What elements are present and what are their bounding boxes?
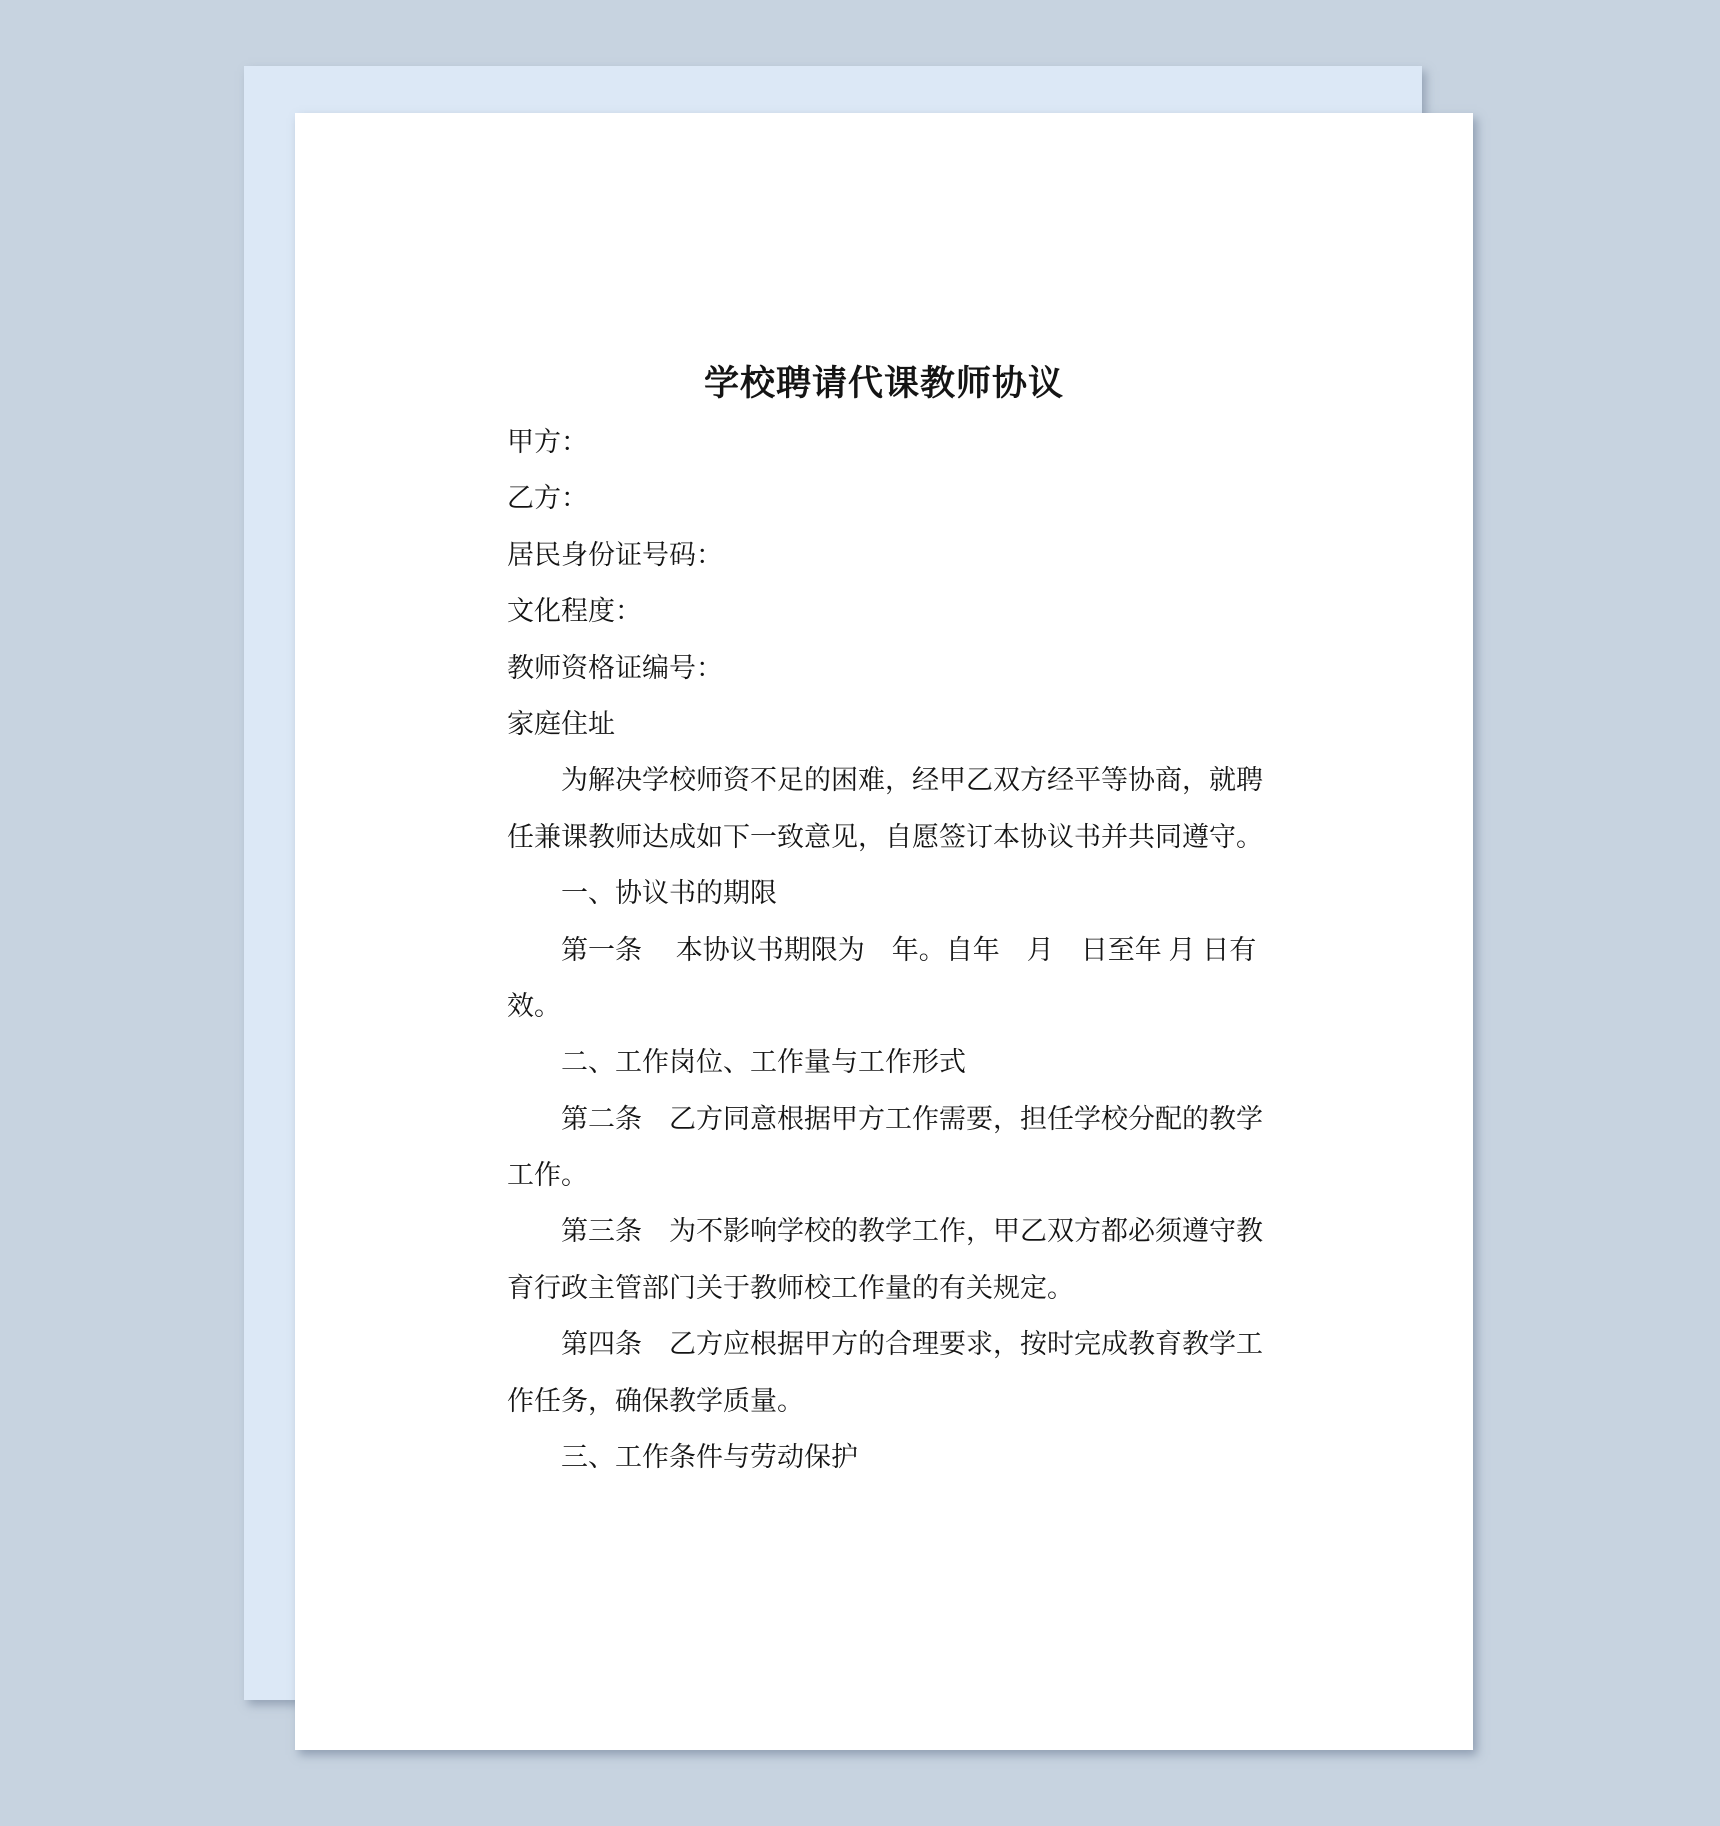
document-line: 育行政主管部门关于教师校工作量的有关规定。 [507,1272,1074,1303]
document-line: 教师资格证编号： [507,652,723,683]
document-line: 第三条 为不影响学校的教学工作，甲乙双方都必须遵守教 [507,1216,1263,1247]
document-line: 家庭住址 [507,708,615,739]
document-line: 三、工作条件与劳动保护 [507,1442,858,1473]
document-line: 二、工作岗位、工作量与工作形式 [507,1047,966,1078]
document-line: 文化程度： [507,596,642,627]
document-line: 任兼课教师达成如下一致意见，自愿签订本协议书并共同遵守。 [507,821,1263,852]
document-title: 学校聘请代课教师协议 [703,364,1064,403]
document-line: 第四条 乙方应根据甲方的合理要求，按时完成教育教学工 [507,1329,1263,1360]
document-line: 作任务，确保教学质量。 [507,1385,804,1416]
document-line: 第二条 乙方同意根据甲方工作需要，担任学校分配的教学 [507,1103,1263,1134]
document-body [507,414,1263,1485]
document-line: 工作。 [507,1160,588,1191]
document-line: 一、协议书的期限 [507,878,777,909]
document-line: 第一条 本协议书期限为 年。自年 月 日至年 月 日有 [507,934,1257,965]
document-page [295,113,1473,1750]
document-line: 居民身份证号码： [507,539,723,570]
document-line: 甲方： [507,427,588,457]
document-line: 为解决学校师资不足的困难，经甲乙双方经平等协商，就聘 [507,765,1263,796]
document-line: 效。 [507,990,561,1021]
document-line: 乙方： [507,483,588,514]
